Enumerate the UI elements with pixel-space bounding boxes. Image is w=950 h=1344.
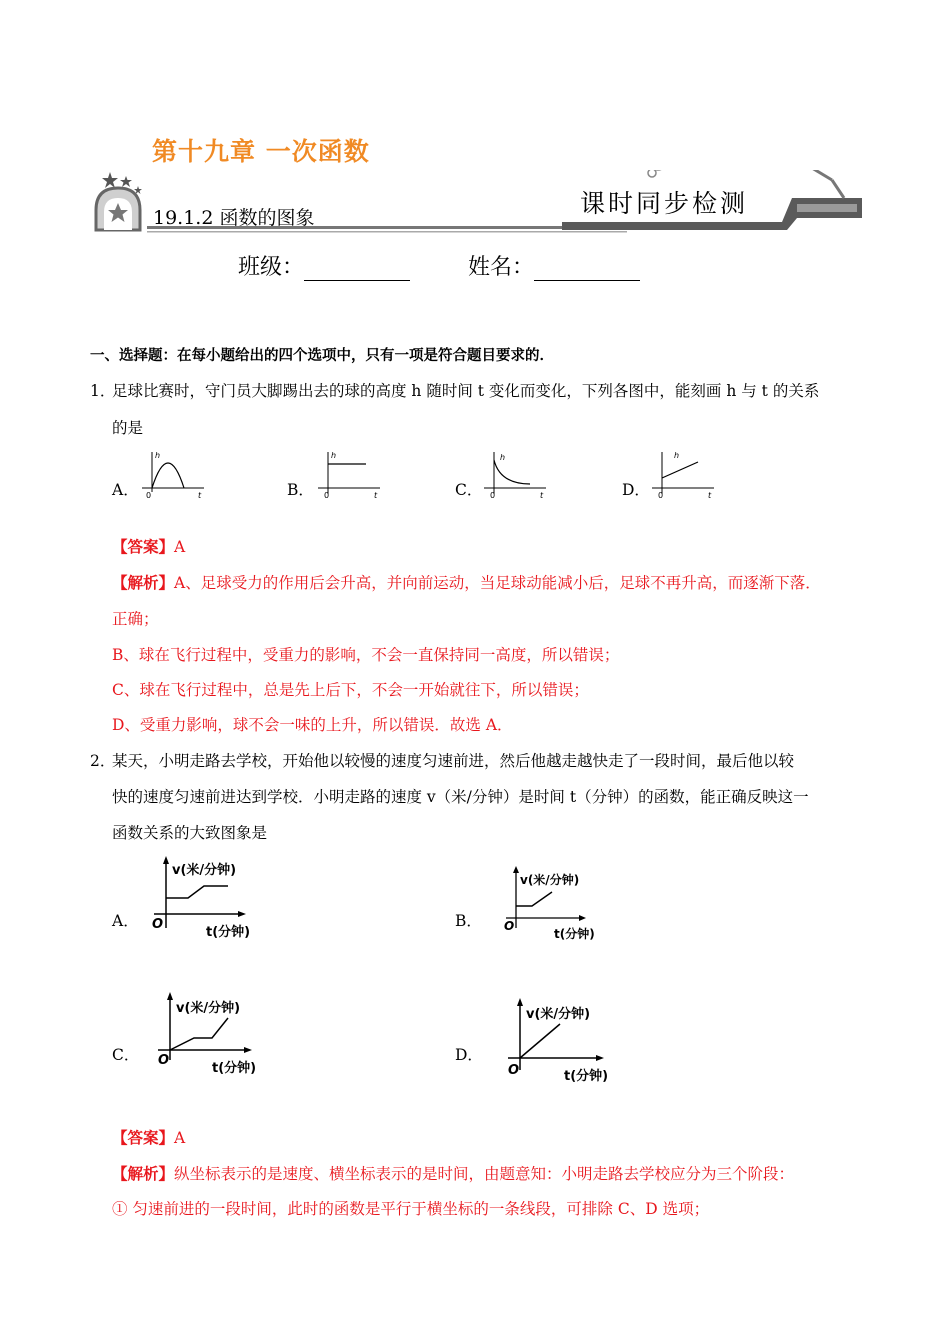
q1-b-h-label: h: [331, 451, 337, 460]
class-blank[interactable]: [304, 258, 410, 281]
q1-option-b-label[interactable]: B．: [287, 481, 314, 499]
q1-option-c-label[interactable]: C．: [455, 481, 483, 499]
chapter-title: 第十九章 一次函数: [152, 137, 370, 166]
q1-option-d-label[interactable]: D．: [622, 481, 650, 499]
q1-option-a-label[interactable]: A．: [112, 481, 139, 499]
q2-option-a-label[interactable]: A．: [112, 912, 139, 930]
q2-c-t-label: t(分钟): [212, 1061, 257, 1076]
q2-d-v-label: v(米/分钟): [526, 1007, 591, 1022]
bubbles-icon: [587, 170, 666, 177]
section-heading: 一、选择题：在每小题给出的四个选项中，只有一项是符合题目要求的．: [90, 348, 554, 364]
q1-graph-a: [140, 448, 210, 500]
q2-stem-line1: 某天，小明走路去学校，开始他以较慢的速度匀速前进，然后他越走越快走了一段时间，最后他以较: [112, 752, 795, 770]
q2-option-d-label[interactable]: D．: [455, 1046, 483, 1064]
name-label: 姓名：: [468, 255, 535, 280]
q2-d-origin: O: [508, 1063, 520, 1078]
q2-c-origin: O: [158, 1053, 170, 1068]
q2-stem-line3: 函数关系的大致图象是: [112, 824, 268, 842]
q2-a-origin: O: [152, 917, 164, 932]
q1-d-t-label: t: [708, 491, 712, 500]
q2-graph-c: [152, 988, 267, 1078]
star-badge-icon: [96, 188, 140, 230]
q2-option-c-label[interactable]: C．: [112, 1046, 140, 1064]
q1-analysis-text1: A、足球受力的作用后会升高，并向前运动，当足球动能减小后，足球不再升高，而逐渐下落．: [174, 574, 821, 592]
q2-graph-a: [148, 852, 263, 944]
q1-graph-b: [316, 448, 386, 500]
q1-analysis-line3: B、球在飞行过程中，受重力的影响，不会一直保持同一高度，所以错误；: [112, 646, 620, 664]
name-field: [468, 250, 640, 281]
q2-a-t-label: t(分钟): [206, 925, 251, 940]
q1-answer: [112, 537, 185, 557]
q1-graph-c: [482, 448, 552, 500]
q2-stem-line2: 快的速度匀速前进达到学校．小明走路的速度 v（米/分钟）是时间 t（分钟）的函数，能正确反映这一: [112, 788, 809, 806]
class-label: 班级：: [238, 255, 305, 280]
q1-a-h-label: h: [155, 451, 161, 460]
class-field: [238, 250, 410, 281]
q1-analysis-label: 【解析】: [112, 573, 175, 592]
q1-analysis-line1: [112, 573, 821, 593]
q1-analysis-line4: C、球在飞行过程中，总是先上后下，不会一开始就往下，所以错误；: [112, 681, 589, 699]
q2-b-v-label: v(米/分钟): [520, 873, 580, 887]
q1-b-t-label: t: [374, 491, 378, 500]
q1-analysis-line2: 正确；: [112, 610, 159, 628]
name-blank[interactable]: [534, 258, 640, 281]
q2-analysis-label: 【解析】: [112, 1164, 175, 1183]
q1-b-origin: 0: [324, 491, 330, 500]
q2-answer-value: A: [174, 1129, 186, 1147]
q1-a-origin: 0: [146, 491, 152, 500]
q2-b-origin: O: [504, 919, 515, 933]
q1-stem-line2: 的是: [112, 419, 144, 437]
q2-analysis-text1: 纵坐标表示的是速度、横坐标表示的是时间，由题意知：小明走路去学校应分为三个阶段：: [174, 1165, 795, 1183]
q2-answer-label: 【答案】: [112, 1128, 175, 1147]
q2-analysis-line2: ① 匀速前进的一段时间，此时的函数是平行于横坐标的一条线段，可排除 C、D 选项；: [112, 1200, 710, 1218]
q1-graph-d: [650, 448, 720, 500]
section-title: 19.1.2 函数的图象: [153, 207, 315, 229]
q1-d-h-label: h: [674, 451, 680, 460]
badge-text: 课时同步检测: [580, 189, 749, 218]
q2-c-v-label: v(米/分钟): [176, 1001, 241, 1016]
q2-graph-b: [500, 862, 615, 946]
q2-number: 2．: [90, 752, 116, 770]
q1-a-t-label: t: [198, 491, 202, 500]
q1-answer-value: A: [174, 538, 186, 556]
q2-answer: [112, 1128, 185, 1148]
q2-a-v-label: v(米/分钟): [172, 863, 237, 878]
q1-stem-line1: 足球比赛时，守门员大脚踢出去的球的高度 h 随时间 t 变化而变化，下列各图中，能刻画 h 与 t 的关系: [112, 382, 820, 400]
q2-graph-d: [502, 994, 622, 1086]
q2-analysis-line1: [112, 1164, 794, 1184]
q1-d-origin: 0: [658, 491, 664, 500]
q1-c-origin: 0: [490, 491, 496, 500]
q2-d-t-label: t(分钟): [564, 1069, 609, 1084]
q1-c-t-label: t: [540, 491, 544, 500]
q1-number: 1．: [90, 382, 116, 400]
q1-c-h-label: h: [500, 453, 506, 462]
q1-answer-label: 【答案】: [112, 537, 175, 556]
desk-lamp-icon: [738, 170, 844, 198]
q1-analysis-line5: D、受重力影响，球不会一味的上升，所以错误．故选 A．: [112, 716, 513, 734]
q2-b-t-label: t(分钟): [554, 927, 595, 941]
q2-option-b-label[interactable]: B．: [455, 912, 482, 930]
